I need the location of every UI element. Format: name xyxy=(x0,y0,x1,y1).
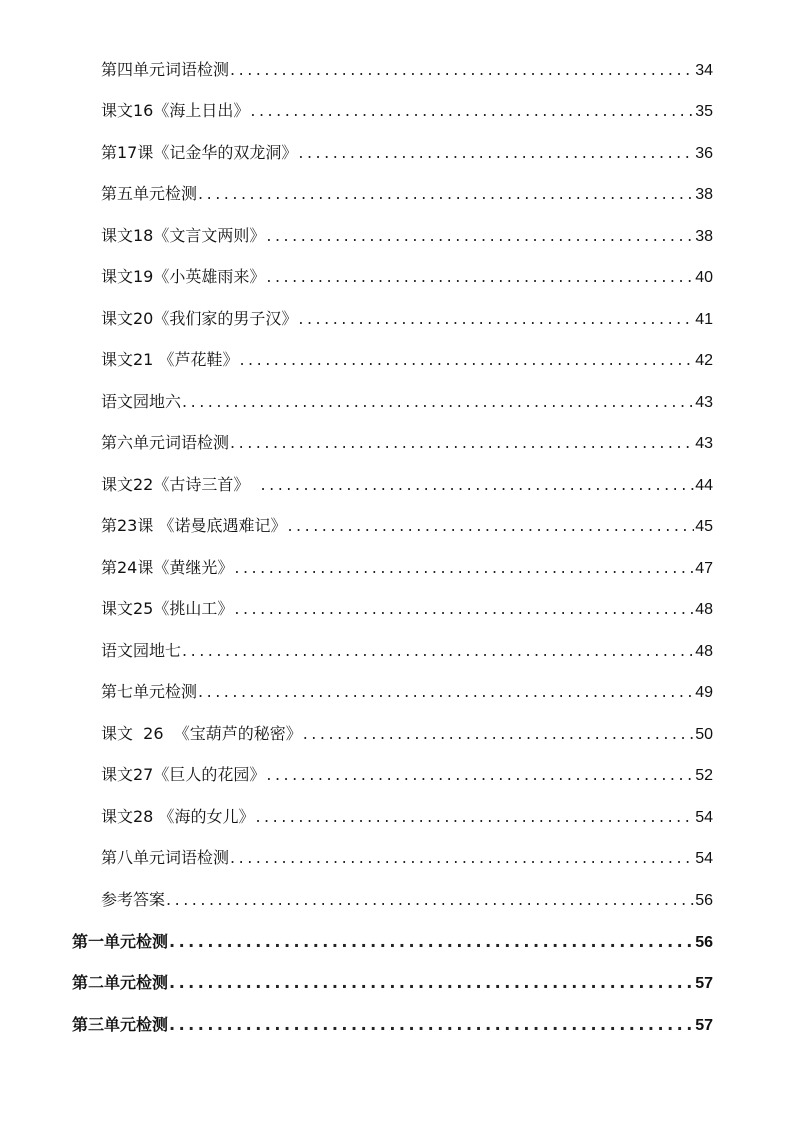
toc-entry-page: 44 xyxy=(695,477,713,494)
toc-entry[interactable] xyxy=(101,181,713,207)
dot-leader xyxy=(198,181,694,207)
toc-entry-page: 42 xyxy=(695,352,713,369)
toc-entry-title: 语文园地七 xyxy=(101,641,182,660)
toc-entry-page: 52 xyxy=(695,767,713,784)
dot-leader xyxy=(239,347,694,373)
toc-entry-title: 第七单元检测 xyxy=(101,682,198,701)
toc-entry-title: 参考答案 xyxy=(101,890,166,909)
toc-entry[interactable] xyxy=(101,638,713,664)
toc-entry-page: 54 xyxy=(695,850,713,867)
toc-entry[interactable] xyxy=(101,555,713,581)
toc-entry[interactable] xyxy=(101,98,713,124)
dot-leader xyxy=(261,472,695,498)
dot-leader xyxy=(230,845,694,871)
toc-entry-title: 课文20《我们家的男子汉》 xyxy=(101,309,298,328)
toc-entry-title: 语文园地六 xyxy=(101,392,182,411)
toc-entry-title: 课文25《挑山工》 xyxy=(101,599,234,618)
toc-entry-page: 43 xyxy=(695,394,713,411)
toc-entry-page: 43 xyxy=(695,435,713,452)
toc-entry-title: 第五单元检测 xyxy=(101,184,198,203)
toc-heading-page: 57 xyxy=(695,975,713,992)
toc-entry[interactable] xyxy=(101,223,713,249)
toc-entry[interactable] xyxy=(101,679,713,705)
toc-entry-title: 第24课《黄继光》 xyxy=(101,558,234,577)
toc-entry-page: 40 xyxy=(695,269,713,286)
toc-entry-page: 49 xyxy=(695,684,713,701)
toc-entry[interactable] xyxy=(101,762,713,788)
dot-leader xyxy=(287,513,694,539)
toc-heading-title: 第三单元检测 xyxy=(72,1015,169,1034)
dot-leader xyxy=(298,306,694,332)
dot-leader xyxy=(198,679,694,705)
toc-entry-title: 课文27《巨人的花园》 xyxy=(101,765,266,784)
toc-entry-title: 第17课《记金华的双龙洞》 xyxy=(101,143,298,162)
dot-leader xyxy=(182,638,694,664)
dot-leader xyxy=(182,389,694,415)
toc-heading-entry[interactable] xyxy=(72,970,713,996)
toc-entry-title: 第23课 《诺曼底遇难记》 xyxy=(101,516,287,535)
toc-entry-title: 第六单元词语检测 xyxy=(101,433,230,452)
dot-leader xyxy=(166,887,694,913)
toc-entry-page: 47 xyxy=(695,560,713,577)
toc-entry-page: 50 xyxy=(695,726,713,743)
toc-entry-page: 38 xyxy=(695,186,713,203)
toc-entry[interactable] xyxy=(101,140,713,166)
dot-leader xyxy=(230,57,694,83)
toc-entry[interactable] xyxy=(101,472,713,498)
toc-entry[interactable] xyxy=(101,430,713,456)
toc-heading-title: 第一单元检测 xyxy=(72,932,169,951)
dot-leader xyxy=(266,264,694,290)
toc-entry[interactable] xyxy=(101,347,713,373)
dot-leader xyxy=(234,555,694,581)
toc-entry[interactable] xyxy=(101,306,713,332)
toc-entry-page: 48 xyxy=(695,601,713,618)
toc-heading-page: 57 xyxy=(695,1017,713,1034)
toc-entry[interactable] xyxy=(101,721,713,747)
dot-leader xyxy=(266,762,694,788)
toc-entry-title: 课文19《小英雄雨来》 xyxy=(101,267,266,286)
dot-leader xyxy=(266,223,694,249)
toc-entry[interactable] xyxy=(101,845,713,871)
toc-heading-entry[interactable] xyxy=(72,929,713,955)
dot-leader xyxy=(169,970,694,996)
toc-entry-title: 第四单元词语检测 xyxy=(101,60,230,79)
toc-entry-page: 56 xyxy=(695,892,713,909)
toc-entry-page: 34 xyxy=(695,62,713,79)
toc-entry-title: 课文 26 《宝葫芦的秘密》 xyxy=(101,724,302,743)
toc-entry-page: 38 xyxy=(695,228,713,245)
dot-leader xyxy=(169,1012,694,1038)
dot-leader xyxy=(234,596,694,622)
toc-heading-entry[interactable] xyxy=(72,1012,713,1038)
toc-entry-title: 课文18《文言文两则》 xyxy=(101,226,266,245)
toc-entry-title: 课文16《海上日出》 xyxy=(101,101,250,120)
toc-entry-page: 36 xyxy=(695,145,713,162)
toc-entry-title: 课文28 《海的女儿》 xyxy=(101,807,255,826)
toc-entry-page: 35 xyxy=(695,103,713,120)
toc-entry-page: 48 xyxy=(695,643,713,660)
toc-entry-page: 54 xyxy=(695,809,713,826)
toc-entry[interactable] xyxy=(101,887,713,913)
dot-leader xyxy=(250,98,694,124)
toc-entry[interactable] xyxy=(101,389,713,415)
dot-leader xyxy=(230,430,694,456)
dot-leader xyxy=(298,140,694,166)
dot-leader xyxy=(255,804,694,830)
toc-entry-title: 课文22《古诗三首》 xyxy=(101,475,260,494)
toc-entry-page: 41 xyxy=(695,311,713,328)
toc-entry[interactable] xyxy=(101,804,713,830)
toc-entry[interactable] xyxy=(101,596,713,622)
dot-leader xyxy=(169,929,694,955)
toc-entry-title: 第八单元词语检测 xyxy=(101,848,230,867)
toc-entry-page: 45 xyxy=(695,518,713,535)
toc-heading-page: 56 xyxy=(695,934,713,951)
toc-entry[interactable] xyxy=(101,57,713,83)
toc-entry-title: 课文21 《芦花鞋》 xyxy=(101,350,239,369)
dot-leader xyxy=(303,721,694,747)
toc-heading-title: 第二单元检测 xyxy=(72,973,169,992)
toc-entry[interactable] xyxy=(101,264,713,290)
toc-entry[interactable] xyxy=(101,513,713,539)
